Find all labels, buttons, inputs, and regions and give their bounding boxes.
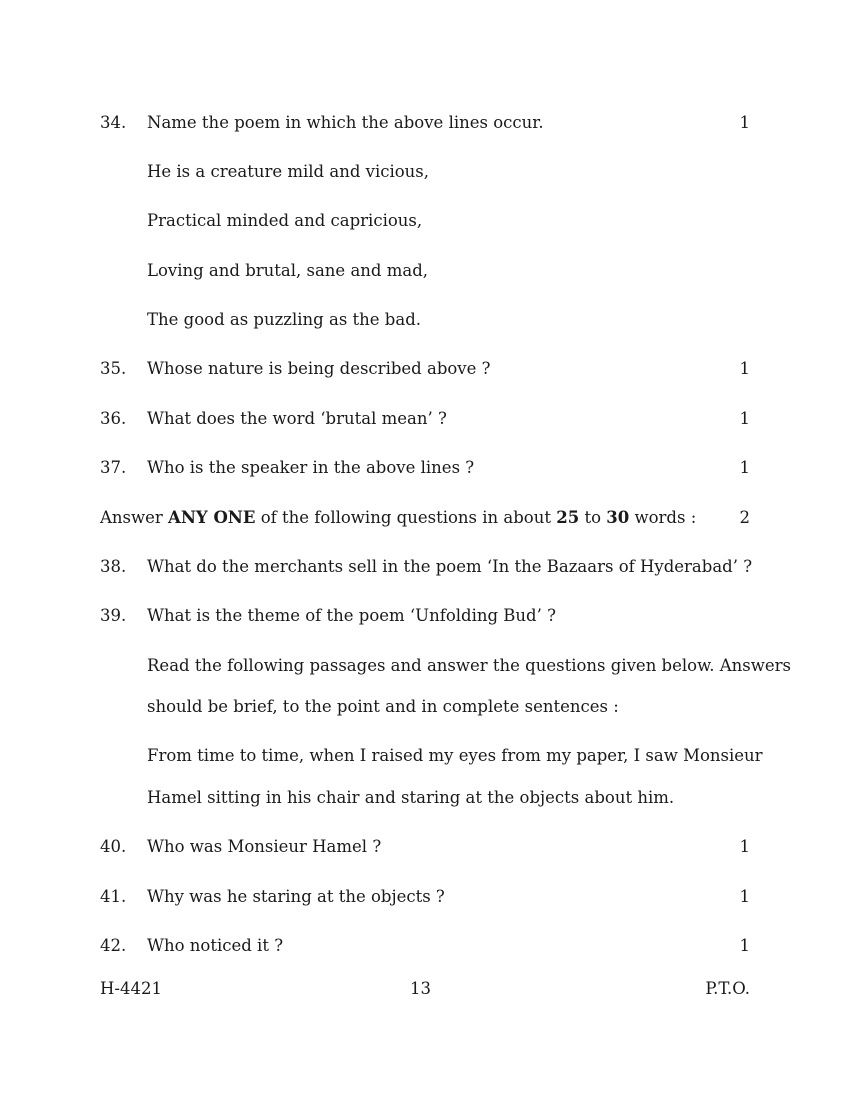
question-text: Who was Monsieur Hamel ? [147, 837, 382, 856]
question-marks: 1 [739, 359, 750, 378]
instruction-text: of the following questions in about [255, 508, 557, 527]
question-38 [100, 555, 753, 579]
question-marks: 1 [739, 887, 750, 906]
page-number: 13 [410, 979, 431, 998]
passage-instruction-line: should be brief, to the point and in complete sentences : [147, 697, 619, 716]
question-number: 41. [100, 887, 127, 906]
question-40 [100, 835, 750, 859]
poem-line: He is a creature mild and vicious, [147, 162, 430, 181]
question-36 [100, 407, 750, 431]
question-number: 34. [100, 113, 127, 132]
passage-line: Hamel sitting in his chair and staring at the objects about him. [147, 788, 675, 807]
question-text: What does the word ‘brutal mean’ ? [147, 409, 447, 428]
question-41 [100, 885, 750, 909]
instruction-emphasis: 25 [556, 508, 580, 527]
question-marks: 1 [739, 409, 750, 428]
question-marks: 1 [739, 936, 750, 955]
question-text: Name the poem in which the above lines occur. [147, 113, 544, 132]
instruction-text: Answer [100, 508, 169, 527]
pto-label: P.T.O. [705, 979, 750, 998]
instruction-emphasis: 30 [606, 508, 630, 527]
poem-line: The good as puzzling as the bad. [147, 310, 422, 329]
question-number: 39. [100, 606, 127, 625]
question-37 [100, 456, 750, 480]
question-39 [100, 604, 750, 628]
question-marks: 1 [739, 113, 750, 132]
question-number: 36. [100, 409, 127, 428]
question-marks: 1 [739, 458, 750, 477]
passage-instruction-line: Read the following passages and answer the questions given below. Answers [147, 656, 792, 675]
question-text: Who noticed it ? [147, 936, 284, 955]
question-number: 40. [100, 837, 127, 856]
instruction-text: to [579, 508, 607, 527]
instruction-marks: 2 [739, 508, 750, 527]
question-42 [100, 934, 750, 958]
poem-line: Practical minded and capricious, [147, 211, 423, 230]
question-number: 35. [100, 359, 127, 378]
question-marks: 1 [739, 837, 750, 856]
question-text: Who is the speaker in the above lines ? [147, 458, 475, 477]
section-instruction [100, 506, 696, 530]
question-35 [100, 357, 750, 381]
question-text: Whose nature is being described above ? [147, 359, 491, 378]
instruction-text: words : [629, 508, 697, 527]
instruction-emphasis: ANY ONE [168, 508, 256, 527]
poem-line: Loving and brutal, sane and mad, [147, 261, 429, 280]
question-number: 37. [100, 458, 127, 477]
question-text: What do the merchants sell in the poem ‘In the Bazaars of Hyderabad’ ? [147, 557, 753, 576]
passage-line: From time to time, when I raised my eyes from my paper, I saw Monsieur [147, 746, 763, 765]
question-text: What is the theme of the poem ‘Unfolding Bud’ ? [147, 606, 556, 625]
question-34 [100, 111, 750, 135]
paper-code: H-4421 [100, 979, 162, 998]
question-number: 38. [100, 557, 127, 576]
question-text: Why was he staring at the objects ? [147, 887, 445, 906]
question-number: 42. [100, 936, 127, 955]
